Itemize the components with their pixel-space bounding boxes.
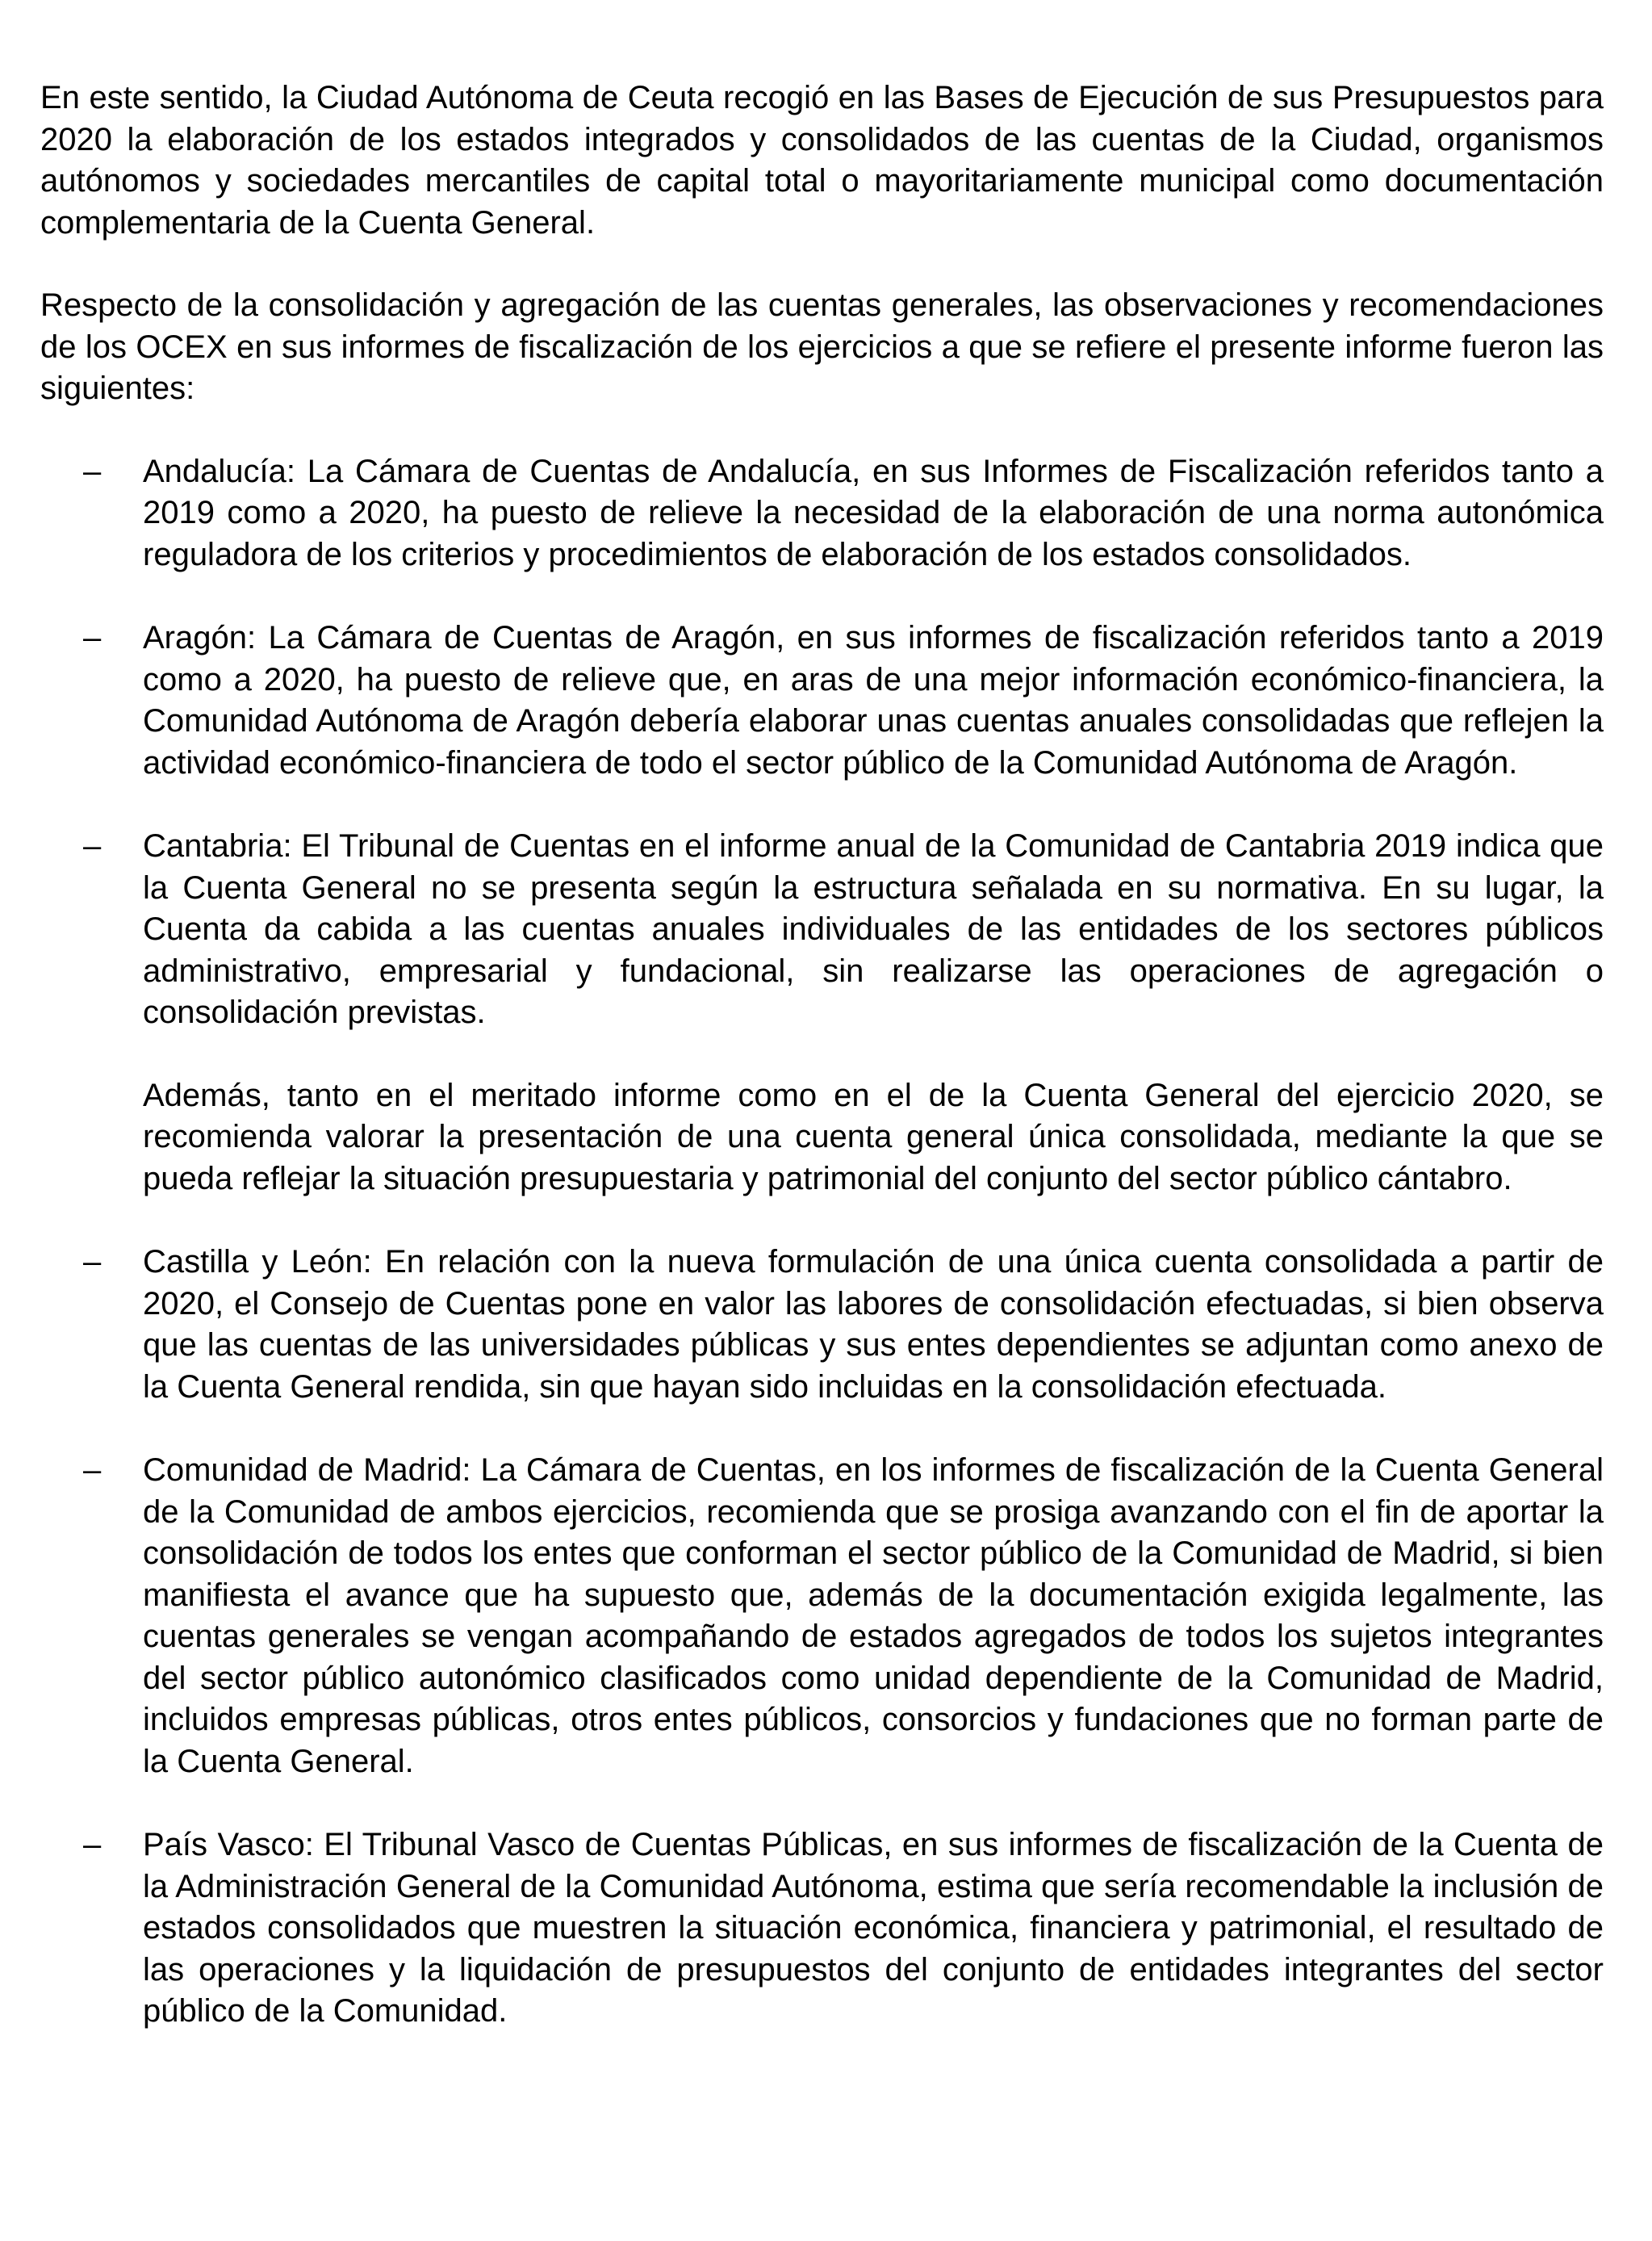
list-item-aragon xyxy=(40,618,1604,784)
dash-bullet: – xyxy=(83,1827,102,1862)
list-item-castilla-y-leon xyxy=(40,1242,1604,1408)
list-item-text: Andalucía: La Cámara de Cuentas de Andalucía, en sus Informes de Fiscalización referidos tanto a 2019 como a 2020, ha puesto de relieve la necesidad de la elaboración de una norma autonómica reguladora de los criterios y procedimientos de elaboración de los estados consolidados. xyxy=(143,453,1604,572)
list-item-text: País Vasco: El Tribunal Vasco de Cuentas Públicas, en sus informes de fiscalización de la Cuenta de la Administración General de la Comunidad Autónoma, estima que sería recomendable la inclusión de estados consolidados que muestren la situación económica, financiera y patrimonial, el resultado de las operaciones y la liquidación de presupuestos del conjunto de entidades integrantes del sector público de la Comunidad. xyxy=(143,1827,1604,2029)
dash-bullet: – xyxy=(83,1452,102,1488)
list-item-text: Cantabria: El Tribunal de Cuentas en el informe anual de la Comunidad de Cantabria 2019 indica que la Cuenta General no se presenta según la estructura señalada en su normativa. En su lugar, la Cuenta da cabida a las cuentas anuales individuales de las entidades de los sectores públicos administrativo, empresarial y fundacional, sin realizarse las operaciones de agregación o consolidación previstas. xyxy=(143,828,1604,1030)
list-item-text: Comunidad de Madrid: La Cámara de Cuentas, en los informes de fiscalización de la Cuenta General de la Comunidad de ambos ejercicios, recomienda que se prosiga avanzando con el fin de aportar la consolidación de todos los entes que conforman el sector público de la Comunidad de Madrid, si bien manifiesta el avance que ha supuesto que, además de la documentación exigida legalmente, las cuentas generales se vengan acompañando de estados agregados de todos los sujetos integrantes del sector público autonómico clasificados como unidad dependiente de la Comunidad de Madrid, incluidos empresas públicas, otros entes públicos, consorcios y fundaciones que no forman parte de la Cuenta General. xyxy=(143,1452,1604,1779)
dash-bullet: – xyxy=(83,828,102,864)
list-item-comunidad-de-madrid xyxy=(40,1450,1604,1782)
dash-bullet: – xyxy=(83,1244,102,1280)
list-item-andalucia xyxy=(40,451,1604,576)
intro-paragraph-ceuta: En este sentido, la Ciudad Autónoma de Ceuta recogió en las Bases de Ejecución de sus Presupuestos para 2020 la elaboración de los estados integrados y consolidados de las cuentas de la Ciudad, organismos autónomos y sociedades mercantiles de capital total o mayoritariamente municipal como documentación complementaria de la Cuenta General. xyxy=(40,80,1604,241)
list-item-text-continued: Además, tanto en el meritado informe como en el de la Cuenta General del ejercicio 2020, se recomienda valorar la presentación de una cuenta general única consolidada, mediante la que se pueda reflejar la situación presupuestaria y patrimonial del conjunto del sector público cántabro. xyxy=(143,1077,1604,1196)
list-item-cantabria xyxy=(40,826,1604,1200)
dash-bullet: – xyxy=(83,453,102,489)
list-item-pais-vasco xyxy=(40,1824,1604,2033)
list-item-text: Castilla y León: En relación con la nueva formulación de una única cuenta consolidada a partir de 2020, el Consejo de Cuentas pone en valor las labores de consolidación efectuadas, si bien observa que las cuentas de las universidades públicas y sus entes dependientes se adjuntan como anexo de la Cuenta General rendida, sin que hayan sido incluidas en la consolidación efectuada. xyxy=(143,1244,1604,1405)
ocex-observations-list xyxy=(40,451,1604,2033)
dash-bullet: – xyxy=(83,620,102,656)
intro-paragraph-ocex: Respecto de la consolidación y agregación de las cuentas generales, las observaciones y recomendaciones de los OCEX en sus informes de fiscalización de los ejercicios a que se refiere el presente informe fueron las siguientes: xyxy=(40,287,1604,406)
list-item-text: Aragón: La Cámara de Cuentas de Aragón, en sus informes de fiscalización referidos tanto a 2019 como a 2020, ha puesto de relieve que, en aras de una mejor información económico-financiera, la Comunidad Autónoma de Aragón debería elaborar unas cuentas anuales consolidadas que reflejen la actividad económico-financiera de todo el sector público de la Comunidad Autónoma de Aragón. xyxy=(143,620,1604,781)
